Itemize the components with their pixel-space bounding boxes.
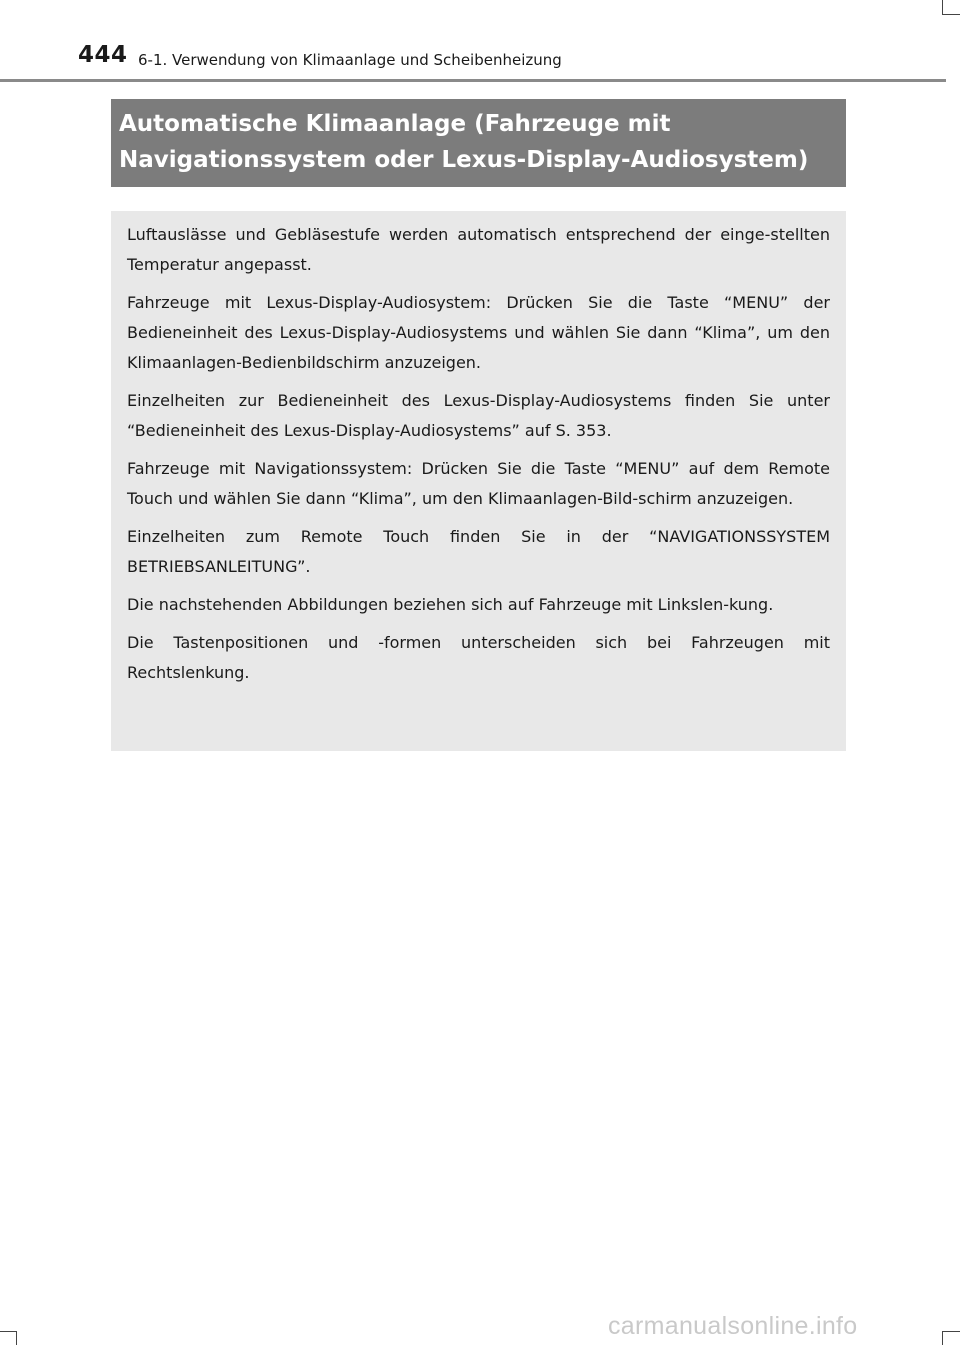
watermark: carmanualsonline.info — [608, 1312, 858, 1340]
crop-mark — [16, 1331, 17, 1345]
info-paragraph: Fahrzeuge mit Navigationssystem: Drücken Sie die Taste “MENU” auf dem Remote Touch und wählen Sie dann “Klima”, um den Klimaanlagen-Bild-schirm anzuzeigen. — [127, 459, 830, 508]
info-paragraph: Einzelheiten zum Remote Touch finden Sie in der “NAVIGATIONSSYSTEM BETRIEBSANLEITUNG”. — [127, 527, 830, 576]
section-title-line-1: Automatische Klimaanlage (Fahrzeuge mit — [119, 111, 671, 137]
running-title: 6-1. Verwendung von Klimaanlage und Scheibenheizung — [138, 51, 562, 69]
info-paragraph: Die Tastenpositionen und -formen unterscheiden sich bei Fahrzeugen mit Rechtslenkung. — [127, 633, 830, 682]
page-number: 444 — [78, 42, 128, 68]
section-title-line-2: Navigationssystem oder Lexus-Display-Audiosystem) — [119, 147, 809, 173]
section-title — [111, 99, 846, 187]
info-paragraph: Einzelheiten zur Bedieneinheit des Lexus-Display-Audiosystems finden Sie unter “Bedieneinheit des Lexus-Display-Audiosystems” auf S. 353. — [127, 391, 830, 440]
crop-mark — [942, 1331, 960, 1332]
crop-mark — [942, 14, 960, 15]
info-paragraph: Die nachstehenden Abbildungen beziehen sich auf Fahrzeuge mit Linkslen-kung. — [127, 595, 774, 614]
info-box — [111, 211, 846, 751]
header-divider — [0, 79, 946, 82]
info-paragraph: Luftauslässe und Gebläsestufe werden automatisch entsprechend der einge-stellten Temperatur angepasst. — [127, 225, 830, 274]
info-paragraph: Fahrzeuge mit Lexus-Display-Audiosystem: Drücken Sie die Taste “MENU” der Bedieneinheit des Lexus-Display-Audiosystems und wählen Sie dann “Klima”, um den Klimaanlagen-Bedienbildschirm anzuzeigen. — [127, 293, 830, 372]
crop-mark — [942, 0, 943, 14]
crop-mark — [0, 1331, 16, 1332]
crop-mark — [942, 1331, 943, 1345]
